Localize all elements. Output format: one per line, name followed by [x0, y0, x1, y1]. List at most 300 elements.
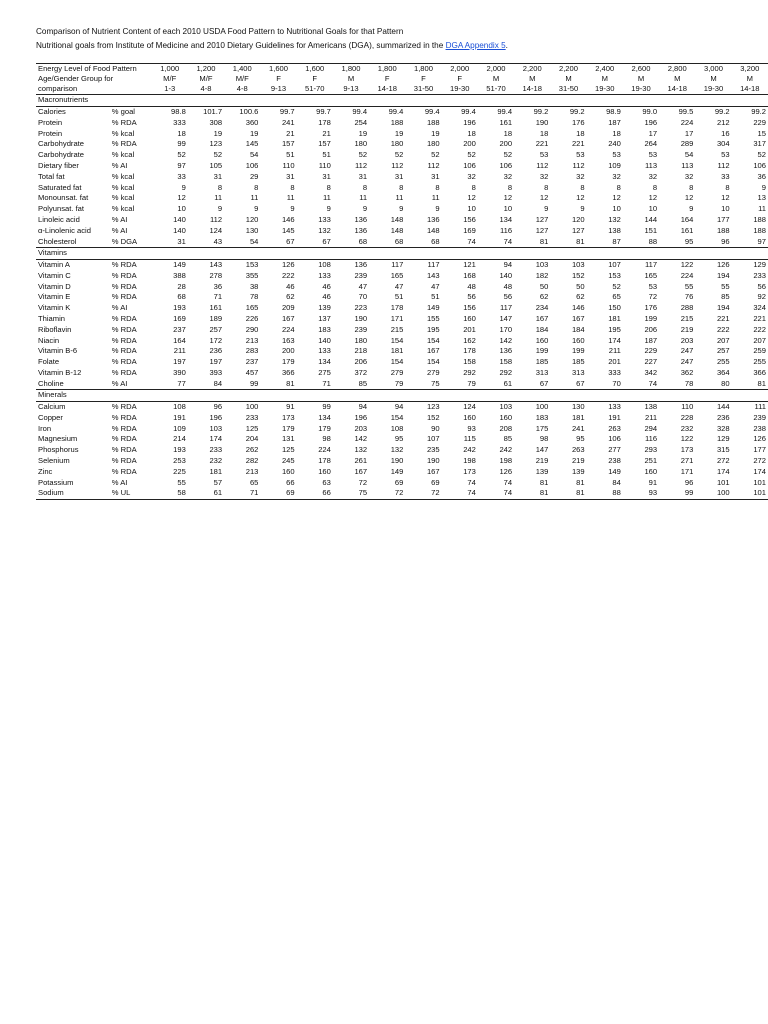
table-cell: 32 [648, 171, 658, 181]
table-cell: 69 [431, 477, 440, 487]
table-cell: 90 [431, 423, 440, 433]
table-cell: 150 [608, 303, 621, 313]
table-cell: 188 [716, 225, 730, 235]
table-cell: 17 [648, 128, 658, 138]
column-header-age: 19-30 [623, 84, 659, 95]
table-cell: 68 [431, 236, 440, 246]
table-cell: 94 [369, 401, 405, 412]
table-row [36, 413, 768, 424]
table-cell: 127 [535, 214, 549, 224]
column-header-gender: M [347, 74, 355, 83]
table-cell: 180 [354, 335, 368, 345]
table-cell: 55 [684, 281, 694, 291]
table-cell: 8 [471, 182, 476, 192]
table-row [36, 150, 768, 161]
table-cell: 74 [467, 477, 476, 487]
table-cell: 136 [354, 214, 368, 224]
column-header-energy: 1,400 [224, 64, 260, 75]
table-cell: 215 [680, 313, 694, 323]
table-cell: 148 [390, 225, 404, 235]
table-cell: 101.7 [188, 106, 224, 117]
table-cell: 214 [173, 434, 186, 444]
table-cell: 100 [224, 401, 260, 412]
table-cell: 212 [716, 117, 730, 127]
table-cell: 155 [426, 313, 440, 323]
goal-unit: % RDA [111, 367, 137, 377]
table-cell: 132 [390, 445, 404, 455]
table-cell: 139 [571, 466, 585, 476]
table-cell: 224 [680, 117, 694, 127]
table-cell: 233 [245, 412, 259, 422]
document-title: Comparison of Nutrient Content of each 2010 USDA Food Pattern to Nutritional Goals for that Pattern [36, 27, 404, 36]
table-cell: 362 [680, 367, 694, 377]
table-cell: 144 [644, 214, 658, 224]
table-cell: 69 [260, 488, 296, 499]
table-cell: 179 [281, 423, 295, 433]
table-cell: 47 [358, 281, 368, 291]
table-cell: 53 [576, 150, 585, 160]
table-cell: 262 [245, 445, 259, 455]
table-cell: 97 [757, 236, 766, 246]
table-cell: 99.2 [550, 106, 586, 117]
table-cell: 239 [753, 412, 766, 422]
table-cell: 233 [209, 445, 223, 455]
table-cell: 242 [463, 445, 476, 455]
table-cell: 110 [318, 160, 331, 170]
table-cell: 342 [644, 367, 658, 377]
table-cell: 8 [544, 182, 549, 192]
table-cell: 120 [245, 214, 259, 224]
table-cell: 393 [209, 367, 223, 377]
table-cell: 11 [286, 193, 295, 203]
table-cell: 68 [358, 236, 368, 246]
section-header-row [36, 95, 768, 107]
column-header-gender: M [565, 74, 572, 83]
column-header-energy: 2,200 [550, 64, 586, 75]
dga-appendix-link[interactable]: DGA Appendix 5 [445, 41, 506, 50]
table-cell: 18 [467, 128, 476, 138]
table-cell: 101 [716, 477, 730, 487]
table-cell: 144 [695, 401, 731, 412]
table-cell: 161 [209, 303, 223, 313]
document-subtitle [36, 40, 508, 52]
table-cell: 242 [499, 445, 513, 455]
column-header-gender: F [457, 74, 463, 83]
table-cell: 74 [442, 488, 478, 499]
table-cell: 372 [354, 367, 368, 377]
table-cell: 96 [684, 477, 694, 487]
table-cell: 134 [318, 357, 331, 367]
table-cell: 43 [213, 236, 223, 246]
column-header-age: 14-18 [732, 84, 768, 95]
table-cell: 148 [426, 225, 440, 235]
table-cell: 107 [587, 259, 623, 270]
table-cell: 32 [576, 171, 585, 181]
table-cell: 132 [608, 214, 621, 224]
table-cell: 92 [757, 292, 766, 302]
table-cell: 87 [612, 236, 621, 246]
table-cell: 75 [431, 378, 440, 388]
table-cell: 173 [281, 412, 295, 422]
table-cell: 81 [757, 378, 766, 388]
table-cell: 133 [587, 401, 623, 412]
table-cell: 178 [318, 117, 331, 127]
table-cell: 195 [426, 324, 440, 334]
nutrient-label: Folate [38, 357, 60, 367]
goal-unit: % goal [112, 106, 152, 117]
nutrient-label: Saturated fat [38, 182, 82, 192]
column-header-gender: M [674, 74, 681, 83]
table-cell: 263 [571, 445, 585, 455]
table-cell: 138 [608, 225, 621, 235]
table-cell: 174 [753, 466, 766, 476]
column-header-age: 14-18 [369, 84, 405, 95]
table-cell: 171 [680, 466, 694, 476]
column-header-gender: F [312, 74, 318, 83]
table-cell: 121 [442, 259, 478, 270]
goal-unit: % RDA [111, 357, 137, 367]
table-cell: 126 [695, 259, 731, 270]
table-cell: 96 [188, 401, 224, 412]
table-cell: 146 [571, 303, 585, 313]
table-cell: 139 [318, 303, 331, 313]
nutrient-label: Vitamin C [38, 270, 71, 280]
table-row [36, 193, 768, 204]
table-cell: 103 [209, 423, 223, 433]
table-row [36, 106, 768, 117]
table-cell: 52 [467, 150, 476, 160]
table-cell: 100.6 [224, 106, 260, 117]
goal-unit: % AI [111, 214, 128, 224]
column-header-energy: 3,200 [732, 64, 768, 75]
table-cell: 122 [680, 434, 694, 444]
table-cell: 308 [209, 117, 223, 127]
table-cell: 167 [426, 346, 440, 356]
table-cell: 187 [644, 335, 658, 345]
table-row [36, 259, 768, 270]
table-row [36, 445, 768, 456]
table-cell: 278 [209, 270, 223, 280]
table-cell: 179 [318, 423, 331, 433]
table-cell: 11 [214, 193, 223, 203]
table-cell: 208 [499, 423, 513, 433]
goal-unit: % kcal [111, 171, 135, 181]
table-cell: 181 [608, 313, 621, 323]
table-cell: 193 [173, 303, 186, 313]
table-cell: 112 [355, 160, 368, 170]
table-cell: 8 [399, 182, 404, 192]
table-row [36, 236, 768, 247]
table-cell: 74 [503, 236, 513, 246]
table-cell: 228 [680, 412, 694, 422]
column-header-energy: 1,200 [188, 64, 224, 75]
table-cell: 197 [209, 357, 223, 367]
table-cell: 129 [732, 259, 768, 270]
table-cell: 180 [426, 139, 440, 149]
table-cell: 211 [608, 346, 621, 356]
table-cell: 71 [213, 292, 223, 302]
table-cell: 154 [390, 335, 404, 345]
table-cell: 81 [286, 378, 295, 388]
table-cell: 12 [467, 193, 476, 203]
table-cell: 19 [213, 128, 223, 138]
table-cell: 33 [177, 171, 186, 181]
table-cell: 15 [757, 128, 766, 138]
table-cell: 81 [539, 477, 549, 487]
table-cell: 19 [358, 128, 368, 138]
section-header-row [36, 390, 768, 402]
table-cell: 315 [716, 445, 730, 455]
table-cell: 206 [354, 357, 368, 367]
table-cell: 160 [535, 335, 549, 345]
table-cell: 200 [281, 346, 295, 356]
table-cell: 50 [576, 281, 585, 291]
table-cell: 132 [318, 225, 331, 235]
table-cell: 313 [571, 367, 585, 377]
table-cell: 142 [354, 434, 368, 444]
table-cell: 32 [612, 171, 621, 181]
table-cell: 47 [394, 281, 404, 291]
table-cell: 67 [286, 236, 295, 246]
table-cell: 152 [571, 270, 585, 280]
table-cell: 169 [463, 225, 476, 235]
table-cell: 153 [224, 259, 260, 270]
table-cell: 241 [571, 423, 585, 433]
table-cell: 125 [245, 423, 259, 433]
table-cell: 188 [390, 117, 404, 127]
column-header-age: 19-30 [442, 84, 478, 95]
table-cell: 66 [286, 477, 295, 487]
nutrient-label: Linoleic acid [38, 214, 80, 224]
table-cell: 100 [514, 401, 550, 412]
table-cell: 255 [716, 357, 730, 367]
table-cell: 53 [721, 150, 730, 160]
table-cell: 229 [753, 117, 766, 127]
table-cell: 8 [580, 182, 585, 192]
table-cell: 9 [290, 204, 295, 214]
table-cell: 31 [213, 171, 223, 181]
table-cell: 75 [333, 488, 369, 499]
table-cell: 108 [297, 259, 333, 270]
table-cell: 151 [644, 225, 658, 235]
table-cell: 240 [608, 139, 621, 149]
table-cell: 313 [535, 367, 549, 377]
goal-unit: % RDA [111, 281, 137, 291]
table-cell: 176 [571, 117, 585, 127]
nutrient-label: Riboflavin [38, 324, 72, 334]
header-row-age [36, 84, 768, 95]
table-cell: 126 [499, 466, 513, 476]
table-cell: 99.7 [297, 106, 333, 117]
table-cell: 173 [680, 445, 694, 455]
table-cell: 61 [188, 488, 224, 499]
table-cell: 224 [281, 324, 295, 334]
table-cell: 229 [644, 346, 658, 356]
table-cell: 52 [431, 150, 440, 160]
table-cell: 96 [721, 236, 730, 246]
table-cell: 8 [689, 182, 694, 192]
table-cell: 80 [721, 378, 730, 388]
table-cell: 51 [322, 150, 331, 160]
table-cell: 99.4 [333, 106, 369, 117]
nutrient-label: Vitamin A [36, 259, 112, 270]
table-cell: 199 [644, 313, 658, 323]
table-row [36, 434, 768, 445]
table-cell: 120 [571, 214, 585, 224]
table-row [36, 378, 768, 389]
table-cell: 222 [716, 324, 730, 334]
table-cell: 182 [535, 270, 549, 280]
table-row [36, 204, 768, 215]
table-cell: 62 [576, 292, 585, 302]
table-cell: 140 [173, 225, 186, 235]
table-cell: 172 [209, 335, 223, 345]
column-header-energy: 1,800 [405, 64, 441, 75]
table-cell: 85 [358, 378, 368, 388]
table-cell: 213 [245, 335, 259, 345]
nutrient-label: Phosphorus [38, 445, 79, 455]
table-cell: 211 [173, 346, 186, 356]
table-cell: 67 [322, 236, 331, 246]
goal-unit: % UL [112, 488, 152, 499]
table-cell: 111 [732, 401, 768, 412]
table-cell: 178 [463, 346, 476, 356]
table-cell: 93 [623, 488, 659, 499]
table-cell: 236 [209, 346, 223, 356]
table-cell: 191 [608, 412, 621, 422]
nutrient-label: Vitamin D [38, 281, 71, 291]
table-cell: 190 [390, 456, 404, 466]
table-cell: 88 [648, 236, 658, 246]
table-cell: 13 [757, 193, 766, 203]
table-cell: 53 [648, 150, 658, 160]
table-cell: 78 [684, 378, 694, 388]
table-cell: 97 [177, 160, 186, 170]
table-cell: 112 [572, 160, 585, 170]
table-cell: 8 [326, 182, 331, 192]
table-cell: 71 [224, 488, 260, 499]
table-cell: 8 [254, 182, 259, 192]
table-cell: 115 [463, 434, 476, 444]
table-cell: 63 [322, 477, 331, 487]
table-cell: 101 [732, 488, 768, 499]
table-cell: 18 [539, 128, 549, 138]
header-row-label: comparison [36, 84, 152, 95]
table-cell: 8 [725, 182, 730, 192]
table-cell: 110 [659, 401, 695, 412]
goal-unit: % kcal [111, 182, 135, 192]
nutrient-label: Potassium [38, 477, 74, 487]
column-header-age: 51-70 [478, 84, 514, 95]
table-cell: 132 [354, 445, 368, 455]
table-cell: 180 [354, 139, 368, 149]
column-header-energy: 2,000 [442, 64, 478, 75]
table-cell: 99.4 [405, 106, 441, 117]
goal-unit: % RDA [112, 401, 152, 412]
table-cell: 147 [535, 445, 549, 455]
table-cell: 72 [648, 292, 658, 302]
column-header-energy: 1,600 [297, 64, 333, 75]
table-cell: 95 [394, 434, 404, 444]
header-row-label: Age/Gender Group for [38, 74, 114, 83]
subtitle-text: Nutritional goals from Institute of Medicine and 2010 Dietary Guidelines for Americans (DGA), summarized in the [36, 41, 446, 50]
table-cell: 198 [463, 456, 476, 466]
table-cell: 55 [721, 281, 730, 291]
table-cell: 183 [318, 324, 331, 334]
table-cell: 136 [499, 346, 513, 356]
table-cell: 21 [322, 128, 331, 138]
table-cell: 18 [503, 128, 513, 138]
table-cell: 112 [717, 160, 730, 170]
table-cell: 185 [535, 357, 549, 367]
column-header-energy: 2,600 [623, 64, 659, 75]
table-cell: 224 [318, 445, 331, 455]
table-cell: 253 [173, 456, 186, 466]
table-cell: 142 [499, 335, 513, 345]
goal-unit: % AI [111, 160, 128, 170]
table-row [36, 456, 768, 467]
table-cell: 149 [426, 303, 440, 313]
table-cell: 304 [716, 139, 730, 149]
table-cell: 31 [322, 171, 331, 181]
column-header-age: 4-8 [188, 84, 224, 95]
table-cell: 292 [499, 367, 513, 377]
table-cell: 11 [431, 193, 440, 203]
table-cell: 190 [426, 456, 440, 466]
table-cell: 16 [721, 128, 730, 138]
table-cell: 261 [354, 456, 368, 466]
nutrient-label: Calcium [36, 401, 112, 412]
table-cell: 241 [281, 117, 295, 127]
column-header-gender: M [601, 74, 608, 83]
table-cell: 388 [173, 270, 186, 280]
table-cell: 125 [281, 445, 295, 455]
table-cell: 134 [318, 412, 331, 422]
nutrient-label: Vitamin B-6 [38, 346, 78, 356]
table-cell: 62 [286, 292, 295, 302]
table-cell: 160 [499, 412, 513, 422]
table-cell: 157 [318, 139, 331, 149]
table-cell: 238 [608, 456, 621, 466]
table-cell: 99 [297, 401, 333, 412]
table-cell: 84 [213, 378, 223, 388]
section-header-row [36, 247, 768, 259]
table-cell: 364 [716, 367, 730, 377]
table-cell: 215 [390, 324, 404, 334]
table-cell: 113 [645, 160, 658, 170]
table-cell: 52 [177, 150, 186, 160]
table-row [36, 335, 768, 346]
column-header-age: 31-50 [550, 84, 586, 95]
nutrient-label: Total fat [38, 171, 65, 181]
table-row [36, 171, 768, 182]
table-cell: 207 [753, 335, 766, 345]
table-cell: 47 [431, 281, 440, 291]
table-cell: 9 [544, 204, 549, 214]
table-cell: 85 [721, 292, 730, 302]
table-cell: 112 [391, 160, 404, 170]
table-cell: 65 [249, 477, 259, 487]
table-cell: 12 [648, 193, 658, 203]
table-cell: 133 [318, 346, 331, 356]
table-cell: 235 [426, 445, 440, 455]
table-cell: 8 [507, 182, 513, 192]
table-cell: 257 [716, 346, 730, 356]
table-cell: 160 [281, 466, 295, 476]
table-cell: 333 [608, 367, 621, 377]
table-cell: 9 [181, 182, 186, 192]
table-cell: 204 [245, 434, 259, 444]
